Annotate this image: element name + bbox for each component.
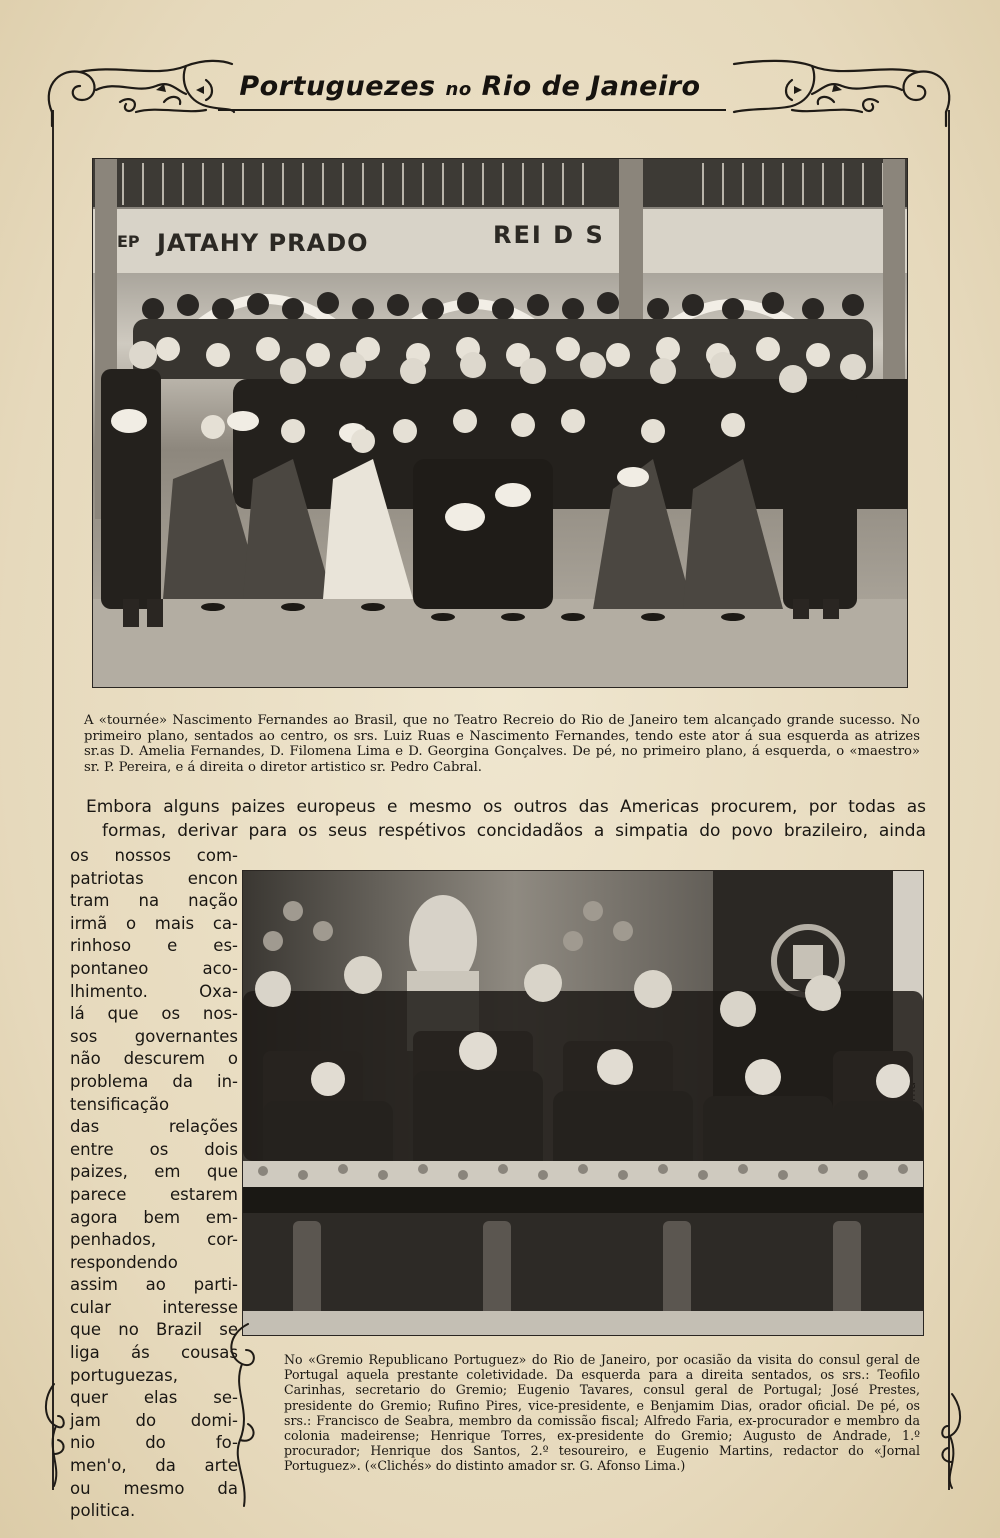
sign-text-main: JATAHY PRADO [157, 229, 369, 257]
column-line: agora bem em- [70, 1207, 238, 1227]
caption-theatre-company: A «tournée» Nascimento Fernandes ao Brasil, que no Teatro Recreio do Rio de Janeiro tem alcançado grande sucesso. No primeiro plano, sentados ao centro, os srs. Luiz Ruas e Nascimento Fernandes, tendo este ator á sua esquerda as atrizes sr.as D. Amelia Fernandes, D. Filomena Lima e D. Georgina Gonçalves. De pé, no primeiro plano, á esquerda, o «maestro» sr. P. Pereira, e á direita o diretor artistico sr. Pedro Cabral. [84, 713, 920, 775]
column-line: tram na nação [70, 891, 238, 911]
caption-gremio-republicano: No «Gremio Republicano Portuguez» do Rio de Janeiro, por ocasião da visita do consul geral de Portugal aquela prestante coletividade. Da esquerda para a direita sentados, os srs.: Teofilo Carinhas, secretario do Gremio; Eugenio Tavares, consul geral de Portugal; José Prestes, presidente do Gremio; Rufino Pires, vice-presidente, e Benjamim Dias, orador oficial. De pé, os srs.: Francisco de Seabra, membro da comissão fiscal; Alfredo Faria, ex-procurador e membro da colonia madeirense; Henrique Torres, ex-presidente do Gremio; Augusto de Andrade, 1.º procurador; Henrique dos Santos, 2.º tesoureiro, e Eugenio Martins, redactor do «Jornal Portuguez». («Clichés» do distinto amador sr. G. Afonso Lima.) [284, 1352, 920, 1474]
column-line: patriotas encon [70, 868, 238, 888]
article-narrow-column [70, 845, 238, 1523]
photo-theatre-company-group [92, 158, 908, 688]
lead-line-1: Embora alguns paizes europeus e mesmo os outros das Americas procurem, por todas as [86, 797, 926, 817]
column-line: men'o, da arte [70, 1456, 238, 1476]
column-line: rinhoso e es- [70, 936, 238, 956]
title-word-rio-de-janeiro: Rio de Janeiro [481, 71, 701, 102]
column-line: politica. [70, 1501, 136, 1521]
column-line: não descurem o [70, 1049, 238, 1069]
column-line: paizes, em que [70, 1162, 238, 1182]
sign-text-right: REI D S [493, 221, 605, 249]
column-line: tensificação [70, 1094, 170, 1114]
column-line: penhados, cor- [70, 1230, 238, 1250]
column-line: liga ás cousas [70, 1343, 238, 1363]
column-line: os nossos com- [70, 846, 238, 865]
column-line: sos governantes [70, 1026, 238, 1046]
column-line: assim ao parti- [70, 1275, 238, 1295]
frame-left-rule [52, 110, 54, 1490]
scroll-ornament-right [730, 50, 962, 130]
photo-gremio-republicano [242, 870, 924, 1336]
column-line: ou mesmo da [70, 1478, 238, 1498]
column-line: pontaneo aco- [70, 958, 238, 978]
frame-right-rule [948, 110, 950, 1490]
column-line: das relações [70, 1117, 238, 1137]
title-underline [218, 109, 726, 111]
column-line: lá que os nos- [70, 1004, 238, 1024]
column-line: lhimento. Oxa- [70, 981, 238, 1001]
column-line: parece estarem [70, 1184, 238, 1204]
column-line: quer elas se- [70, 1388, 238, 1408]
column-line: nio do fo- [70, 1433, 238, 1453]
sign-text-left: EP [117, 232, 140, 251]
scroll-ornament-bottom-left [218, 1320, 268, 1510]
article-lead [86, 795, 926, 843]
column-line: jam do domi- [70, 1410, 238, 1430]
title-word-portuguezes: Portuguezes [239, 71, 436, 102]
column-line: que no Brazil se [70, 1320, 238, 1340]
column-line: entre os dois [70, 1139, 238, 1159]
column-line: portuguezas, [70, 1365, 178, 1385]
scroll-ornament-bottom-right-margin [932, 1390, 972, 1490]
column-line: problema da in- [70, 1071, 238, 1091]
column-line: irmã o mais ca- [70, 913, 238, 933]
lead-line-2: formas, derivar para os seus respétivos concidadãos a simpatia do povo brazileiro, ainda [102, 821, 926, 841]
title-word-no: no [445, 79, 472, 100]
column-line: cular interesse [70, 1297, 238, 1317]
page-title [200, 62, 740, 112]
column-line: respondendo [70, 1252, 178, 1272]
scroll-ornament-bottom-left-margin [36, 1380, 72, 1490]
